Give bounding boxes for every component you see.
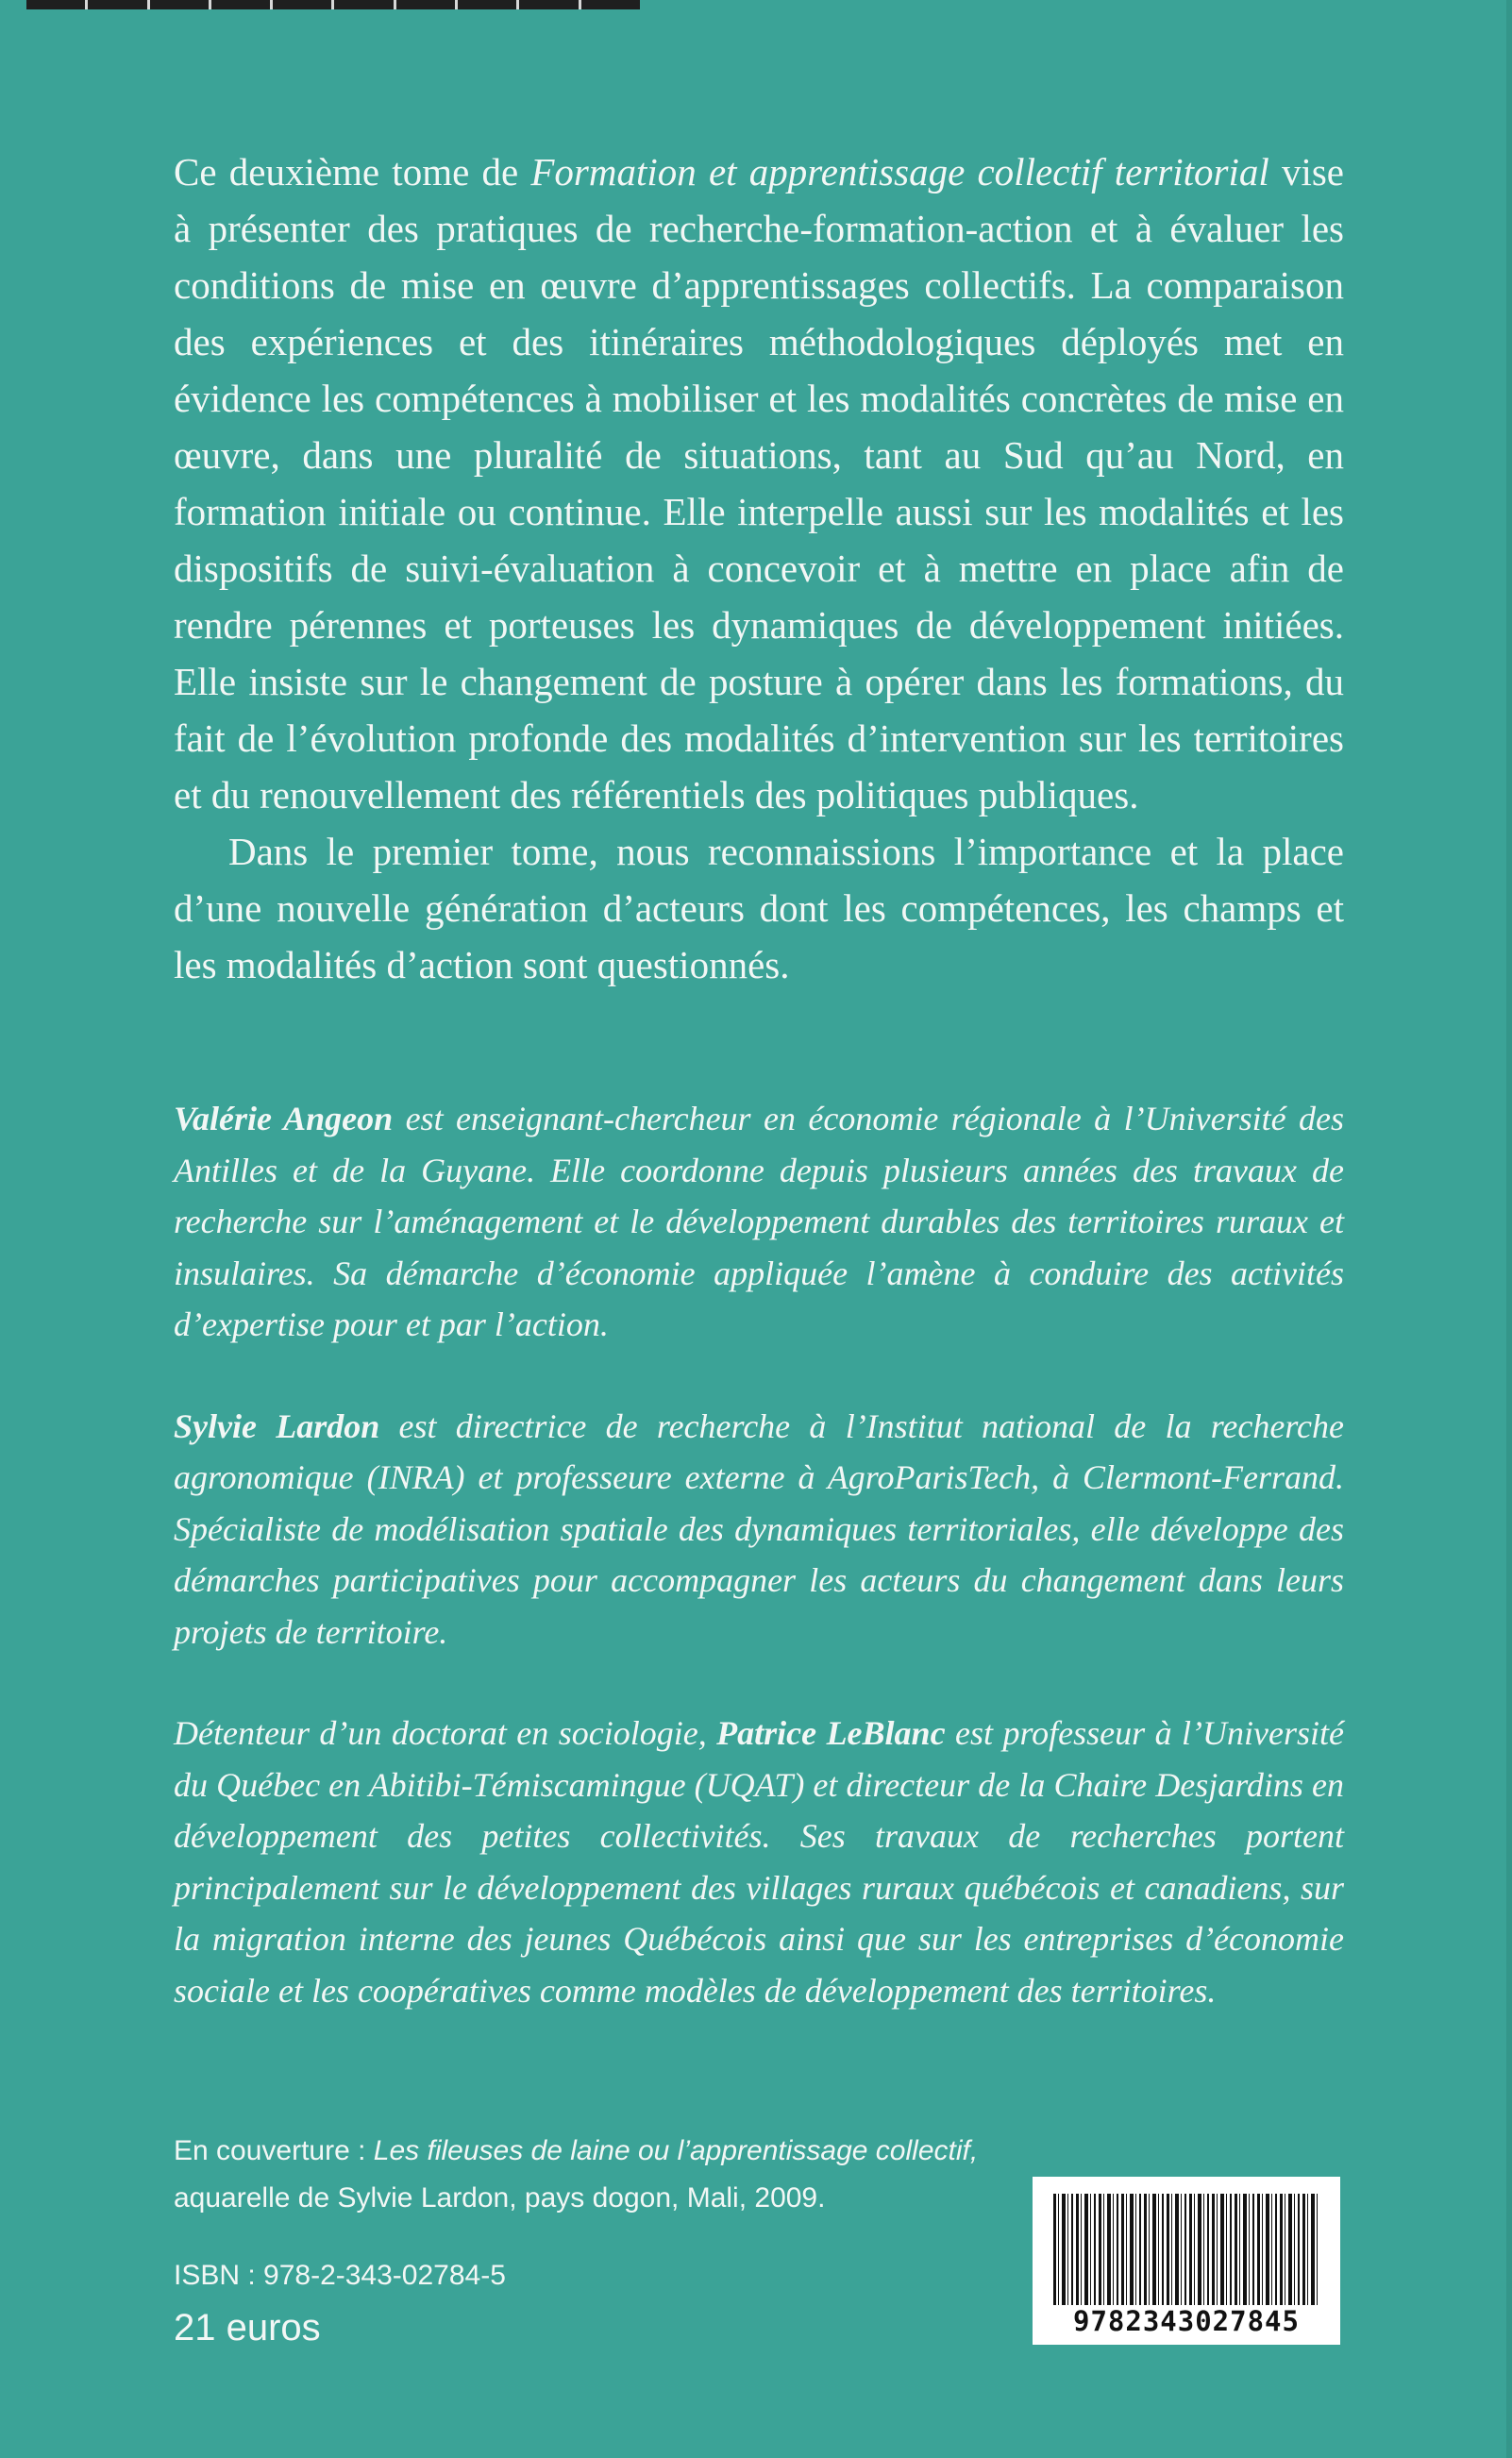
isbn: ISBN : 978-2-343-02784-5	[174, 2260, 506, 2291]
book-summary	[174, 143, 1344, 993]
barcode-bars	[1053, 2194, 1319, 2305]
author-bios	[174, 1093, 1344, 2066]
barcode	[1033, 2177, 1340, 2345]
bio-angeon: Valérie Angeon est enseignant-chercheur en économie régionale à l’Université des Antilles et de la Guyane. Elle coordonne depuis plusieurs années des travaux de recherche sur l’aménagement et le développement durables des territoires ruraux et insulaires. Sa démarche d’économie appliquée l’amène à conduire des activités d’expertise pour et par l’action.	[174, 1100, 1344, 1343]
author-name: Valérie Angeon	[174, 1100, 394, 1137]
top-color-strip	[26, 0, 640, 9]
barcode-number: 9782343027845	[1073, 2305, 1300, 2337]
summary-paragraph-2: Dans le premier tome, nous reconnaissions l’importance et la place d’une nouvelle génération d’acteurs dont les compétences, les champs et les modalités d’action sont questionnés.	[174, 830, 1344, 986]
author-name: Patrice LeBlanc	[716, 1714, 946, 1752]
price: 21 euros	[174, 2307, 321, 2349]
bio-lardon: Sylvie Lardon est directrice de recherche à l’Institut national de la recherche agronomique (INRA) et professeure externe à AgroParisTech, à Clermont-Ferrand. Spécialiste de modélisation spatiale des dynamiques territoriales, elle développe des démarches participatives pour accompagner les acteurs du changement dans leurs projets de territoire.	[174, 1406, 1344, 1651]
summary-paragraph-1: Ce deuxième tome de Formation et apprentissage collectif territorial vise à présenter des pratiques de recherche-formation-action et à évaluer les conditions de mise en œuvre d’apprentissages collectifs. La comparaison des expériences et des itinéraires méthodologiques déployés met en évidence les compétences à mobiliser et les modalités concrètes de mise en œuvre, dans une pluralité de situations, tant au Sud qu’au Nord, en formation initiale ou continue. Elle interpelle aussi sur les modalités et les dispositifs de suivi-évaluation à concevoir et à mettre en place afin de rendre pérennes et porteuses les dynamiques de développement initiées. Elle insiste sur le changement de posture à opérer dans les formations, du fait de l’évolution profonde des modalités d’intervention sur les territoires et du renouvellement des référentiels des politiques publiques.	[174, 150, 1344, 817]
author-name: Sylvie Lardon	[174, 1406, 380, 1445]
book-title: Formation et apprentissage collectif territorial	[530, 150, 1269, 194]
bio-leblanc: Détenteur d’un doctorat en sociologie, Patrice LeBlanc est professeur à l’Université du Québec en Abitibi-Témiscamingue (UQAT) et directeur de la Chaire Desjardins en développement des petites collectivités. Ses travaux de recherches portent principalement sur le développement des villages ruraux québécois et canadiens, sur la migration interne des jeunes Québécois ainsi que sur les entreprises d’économie sociale et les coopératives comme modèles de développement des territoires.	[174, 1714, 1344, 2010]
cover-credit: En couverture : Les fileuses de laine ou l’apprentissage collectif, aquarelle de Sylvie Lardon, pays dogon, Mali, 2009.	[174, 2135, 979, 2214]
artwork-title: Les fileuses de laine ou l’apprentissage collectif,	[373, 2135, 979, 2166]
